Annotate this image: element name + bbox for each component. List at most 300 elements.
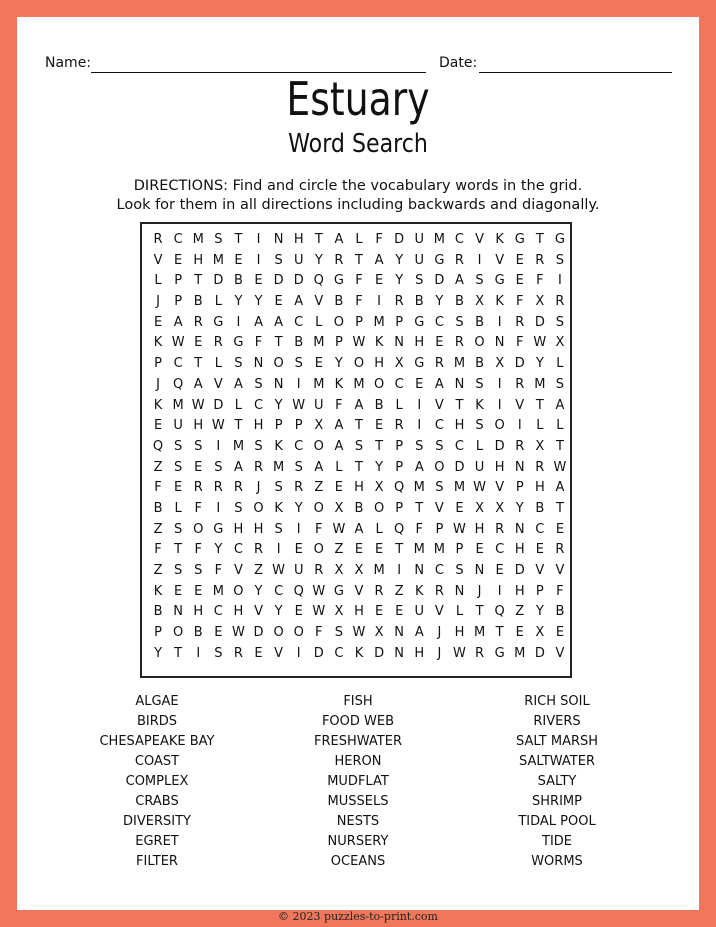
grid-letter[interactable]: D xyxy=(514,356,525,372)
grid-letter[interactable]: S xyxy=(294,356,303,372)
grid-letter[interactable]: W xyxy=(453,645,466,661)
grid-letter[interactable]: T xyxy=(234,418,243,434)
grid-letter[interactable]: V xyxy=(153,252,163,268)
grid-letter[interactable]: D xyxy=(253,625,264,641)
grid-letter[interactable]: H xyxy=(253,418,264,434)
grid-letter[interactable]: F xyxy=(315,521,323,537)
grid-letter[interactable]: M xyxy=(514,645,526,661)
grid-letter[interactable]: A xyxy=(254,314,263,330)
grid-letter[interactable]: M xyxy=(232,438,245,454)
grid-letter[interactable]: H xyxy=(354,604,364,620)
grid-letter[interactable]: T xyxy=(355,459,363,475)
grid-letter[interactable]: E xyxy=(153,418,163,434)
grid-letter[interactable]: C xyxy=(434,314,444,330)
grid-letter[interactable]: M xyxy=(212,583,224,599)
grid-letter[interactable]: Y xyxy=(515,500,524,516)
grid-letter[interactable]: I xyxy=(517,418,522,434)
grid-letter[interactable]: C xyxy=(213,604,223,620)
grid-letter[interactable]: E xyxy=(415,376,424,392)
grid-letter[interactable]: T xyxy=(194,273,203,289)
grid-letter[interactable]: M xyxy=(433,232,445,247)
grid-letter[interactable]: D xyxy=(374,645,385,661)
grid-letter[interactable]: T xyxy=(194,356,203,372)
grid-letter[interactable]: S xyxy=(214,232,223,247)
grid-letter[interactable]: V xyxy=(515,397,525,413)
grid-letter[interactable]: H xyxy=(414,335,425,351)
grid-letter[interactable]: T xyxy=(555,438,564,454)
grid-letter[interactable]: N xyxy=(494,335,505,351)
grid-letter[interactable]: E xyxy=(515,252,524,268)
grid-letter[interactable]: I xyxy=(216,438,221,454)
grid-letter[interactable]: C xyxy=(434,563,444,578)
grid-letter[interactable]: B xyxy=(414,294,424,310)
grid-letter[interactable]: X xyxy=(374,625,384,641)
grid-letter[interactable]: L xyxy=(455,604,464,620)
grid-letter[interactable]: Z xyxy=(394,583,404,599)
grid-letter[interactable]: M xyxy=(273,459,285,475)
grid-letter[interactable]: L xyxy=(395,397,403,413)
grid-letter[interactable]: Y xyxy=(435,294,444,310)
grid-letter[interactable]: R xyxy=(193,480,203,496)
grid-letter[interactable]: O xyxy=(353,356,365,372)
grid-letter[interactable]: R xyxy=(213,335,223,351)
grid-letter[interactable]: C xyxy=(495,542,505,558)
grid-letter[interactable]: U xyxy=(414,232,425,247)
grid-letter[interactable]: R xyxy=(213,480,223,496)
grid-letter[interactable]: L xyxy=(556,418,564,434)
grid-letter[interactable]: E xyxy=(475,542,484,558)
grid-letter[interactable]: K xyxy=(153,397,163,413)
grid-letter[interactable]: X xyxy=(354,563,364,578)
grid-letter[interactable]: V xyxy=(555,563,565,578)
grid-letter[interactable]: R xyxy=(193,314,203,330)
grid-letter[interactable]: F xyxy=(355,294,363,310)
grid-letter[interactable]: D xyxy=(293,273,304,289)
grid-letter[interactable]: B xyxy=(354,500,364,516)
grid-letter[interactable]: R xyxy=(454,252,464,268)
grid-letter[interactable]: O xyxy=(193,521,204,537)
grid-letter[interactable]: T xyxy=(535,232,544,247)
grid-letter[interactable]: E xyxy=(374,273,384,289)
grid-letter[interactable]: M xyxy=(212,252,224,268)
grid-letter[interactable]: N xyxy=(414,563,425,578)
grid-letter[interactable]: G xyxy=(494,645,505,661)
grid-letter[interactable]: S xyxy=(435,438,444,454)
grid-letter[interactable]: T xyxy=(174,542,183,558)
grid-letter[interactable]: Z xyxy=(314,480,324,496)
grid-letter[interactable]: A xyxy=(414,459,424,475)
grid-letter[interactable]: P xyxy=(274,418,283,434)
grid-letter[interactable]: T xyxy=(174,645,183,661)
grid-letter[interactable]: A xyxy=(374,252,384,268)
grid-letter[interactable]: B xyxy=(193,294,203,310)
grid-letter[interactable]: S xyxy=(555,252,565,268)
grid-letter[interactable]: I xyxy=(497,314,502,330)
grid-letter[interactable]: C xyxy=(294,314,304,330)
grid-letter[interactable]: K xyxy=(374,335,384,351)
grid-letter[interactable]: G xyxy=(554,232,565,247)
grid-letter[interactable]: K xyxy=(334,376,344,392)
grid-letter[interactable]: S xyxy=(475,376,484,392)
grid-letter[interactable]: N xyxy=(173,604,183,620)
grid-letter[interactable]: S xyxy=(234,356,243,372)
grid-letter[interactable]: F xyxy=(315,625,323,641)
grid-letter[interactable]: J xyxy=(437,625,442,641)
grid-letter[interactable]: U xyxy=(293,252,304,268)
grid-letter[interactable]: E xyxy=(515,273,524,289)
grid-letter[interactable]: O xyxy=(373,376,385,392)
grid-letter[interactable]: M xyxy=(453,480,466,496)
grid-letter[interactable]: R xyxy=(434,356,444,372)
grid-letter[interactable]: M xyxy=(453,356,466,372)
grid-letter[interactable]: X xyxy=(374,480,384,496)
grid-letter[interactable]: Y xyxy=(254,583,263,599)
grid-letter[interactable]: H xyxy=(193,418,204,434)
grid-letter[interactable]: W xyxy=(211,418,225,434)
grid-letter[interactable]: R xyxy=(454,335,464,351)
grid-letter[interactable]: K xyxy=(495,232,504,247)
grid-letter[interactable]: N xyxy=(253,356,264,372)
grid-letter[interactable]: R xyxy=(475,645,485,661)
grid-letter[interactable]: C xyxy=(454,438,464,454)
grid-letter[interactable]: L xyxy=(556,356,564,372)
grid-letter[interactable]: S xyxy=(555,314,565,330)
grid-letter[interactable]: D xyxy=(213,397,224,413)
grid-letter[interactable]: W xyxy=(473,480,486,496)
grid-letter[interactable]: E xyxy=(194,335,203,351)
grid-letter[interactable]: W xyxy=(312,583,326,599)
grid-letter[interactable]: P xyxy=(535,583,544,599)
grid-letter[interactable]: E xyxy=(555,625,565,641)
grid-letter[interactable]: D xyxy=(514,563,525,578)
grid-letter[interactable]: J xyxy=(477,583,482,599)
grid-letter[interactable]: X xyxy=(535,438,545,454)
grid-letter[interactable]: U xyxy=(414,252,425,268)
grid-letter[interactable]: I xyxy=(296,645,301,661)
grid-letter[interactable]: F xyxy=(515,294,524,310)
grid-letter[interactable]: S xyxy=(254,376,263,392)
grid-letter[interactable]: M xyxy=(433,542,445,558)
grid-letter[interactable]: A xyxy=(193,376,203,392)
grid-letter[interactable]: D xyxy=(434,273,445,289)
grid-letter[interactable]: F xyxy=(254,335,263,351)
grid-letter[interactable]: Y xyxy=(294,500,303,516)
grid-letter[interactable]: B xyxy=(475,356,484,372)
grid-letter[interactable]: C xyxy=(173,232,183,247)
grid-letter[interactable]: E xyxy=(374,418,384,434)
grid-letter[interactable]: W xyxy=(191,397,205,413)
grid-letter[interactable]: S xyxy=(555,376,565,392)
grid-letter[interactable]: B xyxy=(294,335,304,351)
grid-letter[interactable]: Q xyxy=(152,438,164,454)
grid-letter[interactable]: S xyxy=(455,314,464,330)
grid-letter[interactable]: X xyxy=(334,604,344,620)
grid-letter[interactable]: F xyxy=(355,273,363,289)
grid-letter[interactable]: I xyxy=(397,563,402,578)
grid-letter[interactable]: E xyxy=(254,273,263,289)
grid-letter[interactable]: H xyxy=(374,356,384,372)
grid-letter[interactable]: W xyxy=(553,459,567,475)
grid-letter[interactable]: A xyxy=(233,376,243,392)
grid-letter[interactable]: X xyxy=(314,418,324,434)
grid-letter[interactable]: S xyxy=(455,563,464,578)
grid-letter[interactable]: P xyxy=(455,542,464,558)
grid-letter[interactable]: L xyxy=(214,294,222,310)
grid-letter[interactable]: V xyxy=(354,583,364,599)
grid-letter[interactable]: G xyxy=(414,356,425,372)
grid-letter[interactable]: L xyxy=(154,273,162,289)
grid-letter[interactable]: O xyxy=(173,625,184,641)
grid-letter[interactable]: I xyxy=(276,542,281,558)
grid-letter[interactable]: S xyxy=(274,480,283,496)
grid-letter[interactable]: R xyxy=(233,480,243,496)
grid-letter[interactable]: E xyxy=(374,604,384,620)
grid-letter[interactable]: Q xyxy=(494,604,505,620)
grid-letter[interactable]: T xyxy=(455,397,464,413)
grid-letter[interactable]: E xyxy=(435,335,444,351)
grid-letter[interactable]: T xyxy=(475,604,484,620)
grid-letter[interactable]: Y xyxy=(535,356,544,372)
grid-letter[interactable]: P xyxy=(154,625,162,641)
grid-letter[interactable]: W xyxy=(332,521,346,537)
grid-letter[interactable]: I xyxy=(558,273,562,289)
grid-letter[interactable]: O xyxy=(313,542,324,558)
grid-letter[interactable]: H xyxy=(233,604,244,620)
grid-letter[interactable]: A xyxy=(334,438,344,454)
grid-letter[interactable]: S xyxy=(415,438,424,454)
grid-letter[interactable]: B xyxy=(555,604,565,620)
grid-letter[interactable]: X xyxy=(555,335,565,351)
grid-letter[interactable]: R xyxy=(515,314,525,330)
grid-letter[interactable]: F xyxy=(154,542,162,558)
grid-letter[interactable]: B xyxy=(153,500,163,516)
grid-letter[interactable]: I xyxy=(256,232,261,247)
grid-letter[interactable]: J xyxy=(156,376,160,392)
grid-letter[interactable]: Q xyxy=(394,480,405,496)
grid-letter[interactable]: S xyxy=(294,459,303,475)
grid-letter[interactable]: R xyxy=(153,232,163,247)
grid-letter[interactable]: V xyxy=(495,252,505,268)
grid-letter[interactable]: R xyxy=(495,521,505,537)
grid-letter[interactable]: B xyxy=(454,294,464,310)
grid-letter[interactable]: H xyxy=(193,604,204,620)
grid-letter[interactable]: W xyxy=(312,604,326,620)
grid-letter[interactable]: G xyxy=(514,232,525,247)
grid-letter[interactable]: T xyxy=(395,542,404,558)
grid-letter[interactable]: D xyxy=(313,645,324,661)
grid-letter[interactable]: A xyxy=(314,459,324,475)
grid-letter[interactable]: V xyxy=(555,645,565,661)
grid-letter[interactable]: E xyxy=(535,542,544,558)
grid-letter[interactable]: B xyxy=(233,273,243,289)
grid-letter[interactable]: G xyxy=(213,314,224,330)
grid-letter[interactable]: D xyxy=(534,645,545,661)
grid-letter[interactable]: U xyxy=(474,459,485,475)
grid-letter[interactable]: O xyxy=(434,459,445,475)
grid-letter[interactable]: O xyxy=(333,314,344,330)
grid-letter[interactable]: D xyxy=(213,273,224,289)
grid-letter[interactable]: G xyxy=(494,273,505,289)
grid-letter[interactable]: I xyxy=(417,397,422,413)
grid-letter[interactable]: N xyxy=(394,625,405,641)
grid-letter[interactable]: H xyxy=(514,583,525,599)
grid-letter[interactable]: N xyxy=(273,376,284,392)
grid-letter[interactable]: L xyxy=(536,418,544,434)
grid-letter[interactable]: N xyxy=(454,376,465,392)
grid-letter[interactable]: Y xyxy=(214,542,223,558)
grid-letter[interactable]: E xyxy=(395,604,404,620)
grid-letter[interactable]: K xyxy=(274,438,283,454)
grid-letter[interactable]: W xyxy=(533,335,547,351)
grid-letter[interactable]: E xyxy=(194,459,203,475)
grid-letter[interactable]: W xyxy=(272,563,286,578)
grid-letter[interactable]: U xyxy=(293,563,304,578)
grid-letter[interactable]: F xyxy=(536,273,544,289)
grid-letter[interactable]: S xyxy=(174,438,183,454)
grid-letter[interactable]: V xyxy=(314,294,324,310)
grid-letter[interactable]: P xyxy=(154,356,162,372)
grid-letter[interactable]: A xyxy=(555,480,565,496)
grid-letter[interactable]: G xyxy=(233,335,244,351)
grid-letter[interactable]: M xyxy=(473,625,486,641)
grid-letter[interactable]: S xyxy=(214,459,223,475)
grid-letter[interactable]: G xyxy=(333,273,344,289)
grid-letter[interactable]: R xyxy=(515,438,525,454)
grid-letter[interactable]: F xyxy=(194,542,202,558)
grid-letter[interactable]: E xyxy=(174,252,183,268)
grid-letter[interactable]: N xyxy=(273,232,284,247)
grid-letter[interactable]: E xyxy=(153,314,163,330)
grid-letter[interactable]: L xyxy=(475,438,484,454)
grid-letter[interactable]: P xyxy=(515,480,524,496)
grid-letter[interactable]: E xyxy=(495,563,504,578)
grid-letter[interactable]: B xyxy=(535,500,545,516)
grid-letter[interactable]: N xyxy=(394,335,405,351)
grid-letter[interactable]: W xyxy=(231,625,245,641)
grid-letter[interactable]: M xyxy=(534,376,546,392)
grid-letter[interactable]: V xyxy=(434,604,444,620)
grid-letter[interactable]: R xyxy=(535,459,545,475)
grid-letter[interactable]: E xyxy=(354,542,364,558)
grid-letter[interactable]: M xyxy=(373,314,385,330)
grid-letter[interactable]: G xyxy=(333,583,344,599)
grid-letter[interactable]: T xyxy=(274,335,283,351)
grid-letter[interactable]: R xyxy=(394,294,404,310)
grid-letter[interactable]: J xyxy=(156,294,160,310)
grid-letter[interactable]: T xyxy=(355,252,363,268)
grid-letter[interactable]: I xyxy=(497,397,502,413)
grid-letter[interactable]: Q xyxy=(173,376,184,392)
grid-letter[interactable]: O xyxy=(313,438,324,454)
grid-letter[interactable]: E xyxy=(174,480,183,496)
grid-letter[interactable]: T xyxy=(355,418,363,434)
grid-letter[interactable]: F xyxy=(415,521,423,537)
grid-letter[interactable]: X xyxy=(475,500,484,516)
grid-letter[interactable]: X xyxy=(535,625,545,641)
grid-letter[interactable]: T xyxy=(314,232,323,247)
grid-letter[interactable]: R xyxy=(253,542,264,558)
grid-letter[interactable]: A xyxy=(414,625,424,641)
grid-letter[interactable]: Z xyxy=(153,521,163,537)
grid-letter[interactable]: P xyxy=(174,273,183,289)
grid-letter[interactable]: B xyxy=(374,397,384,413)
grid-letter[interactable]: E xyxy=(254,645,263,661)
grid-letter[interactable]: V xyxy=(434,397,444,413)
grid-letter[interactable]: Z xyxy=(254,563,263,578)
grid-letter[interactable]: R xyxy=(535,252,545,268)
grid-letter[interactable]: J xyxy=(256,480,261,496)
grid-letter[interactable]: A xyxy=(294,294,304,310)
grid-letter[interactable]: S xyxy=(475,273,484,289)
grid-letter[interactable]: L xyxy=(335,459,343,475)
grid-letter[interactable]: X xyxy=(495,500,505,516)
grid-letter[interactable]: R xyxy=(253,459,264,475)
grid-letter[interactable]: E xyxy=(515,625,524,641)
grid-letter[interactable]: U xyxy=(414,604,425,620)
grid-letter[interactable]: B xyxy=(475,314,484,330)
grid-letter[interactable]: Y xyxy=(234,294,243,310)
grid-letter[interactable]: O xyxy=(273,356,284,372)
grid-letter[interactable]: I xyxy=(296,376,301,392)
grid-letter[interactable]: L xyxy=(355,232,363,247)
grid-letter[interactable]: V xyxy=(495,480,505,496)
grid-letter[interactable]: H xyxy=(253,521,264,537)
grid-letter[interactable]: R xyxy=(555,294,565,310)
grid-letter[interactable]: R xyxy=(374,583,384,599)
grid-letter[interactable]: F xyxy=(335,397,343,413)
grid-letter[interactable]: C xyxy=(535,521,545,537)
grid-letter[interactable]: P xyxy=(395,459,404,475)
grid-letter[interactable]: D xyxy=(273,273,284,289)
grid-letter[interactable]: E xyxy=(214,625,223,641)
grid-letter[interactable]: R xyxy=(515,376,525,392)
grid-letter[interactable]: C xyxy=(173,356,183,372)
grid-letter[interactable]: K xyxy=(354,645,364,661)
grid-letter[interactable]: W xyxy=(352,625,366,641)
grid-letter[interactable]: R xyxy=(294,480,304,496)
grid-letter[interactable]: I xyxy=(216,500,221,516)
grid-letter[interactable]: O xyxy=(273,625,284,641)
grid-letter[interactable]: H xyxy=(354,480,364,496)
grid-letter[interactable]: E xyxy=(194,583,203,599)
grid-letter[interactable]: V xyxy=(475,232,484,247)
grid-letter[interactable]: O xyxy=(233,583,244,599)
grid-letter[interactable]: P xyxy=(334,335,343,351)
grid-letter[interactable]: I xyxy=(296,521,301,537)
grid-letter[interactable]: S xyxy=(234,500,243,516)
grid-letter[interactable]: V xyxy=(233,563,243,578)
grid-letter[interactable]: I xyxy=(477,252,482,268)
grid-letter[interactable]: V xyxy=(274,645,284,661)
grid-letter[interactable]: S xyxy=(354,438,364,454)
grid-letter[interactable]: F xyxy=(556,583,564,599)
grid-letter[interactable]: H xyxy=(414,645,425,661)
grid-letter[interactable]: E xyxy=(234,252,243,268)
grid-letter[interactable]: T xyxy=(234,232,243,247)
grid-letter[interactable]: A xyxy=(354,397,364,413)
grid-letter[interactable]: B xyxy=(153,604,163,620)
grid-letter[interactable]: X xyxy=(334,563,344,578)
grid-letter[interactable]: S xyxy=(194,563,203,578)
grid-letter[interactable]: Y xyxy=(535,604,544,620)
grid-letter[interactable]: Y xyxy=(274,604,283,620)
grid-letter[interactable]: R xyxy=(334,252,344,268)
grid-letter[interactable]: F xyxy=(515,335,524,351)
grid-letter[interactable]: G xyxy=(434,252,445,268)
grid-letter[interactable]: P xyxy=(355,314,363,330)
grid-letter[interactable]: S xyxy=(334,625,344,641)
grid-letter[interactable]: A xyxy=(233,459,243,475)
